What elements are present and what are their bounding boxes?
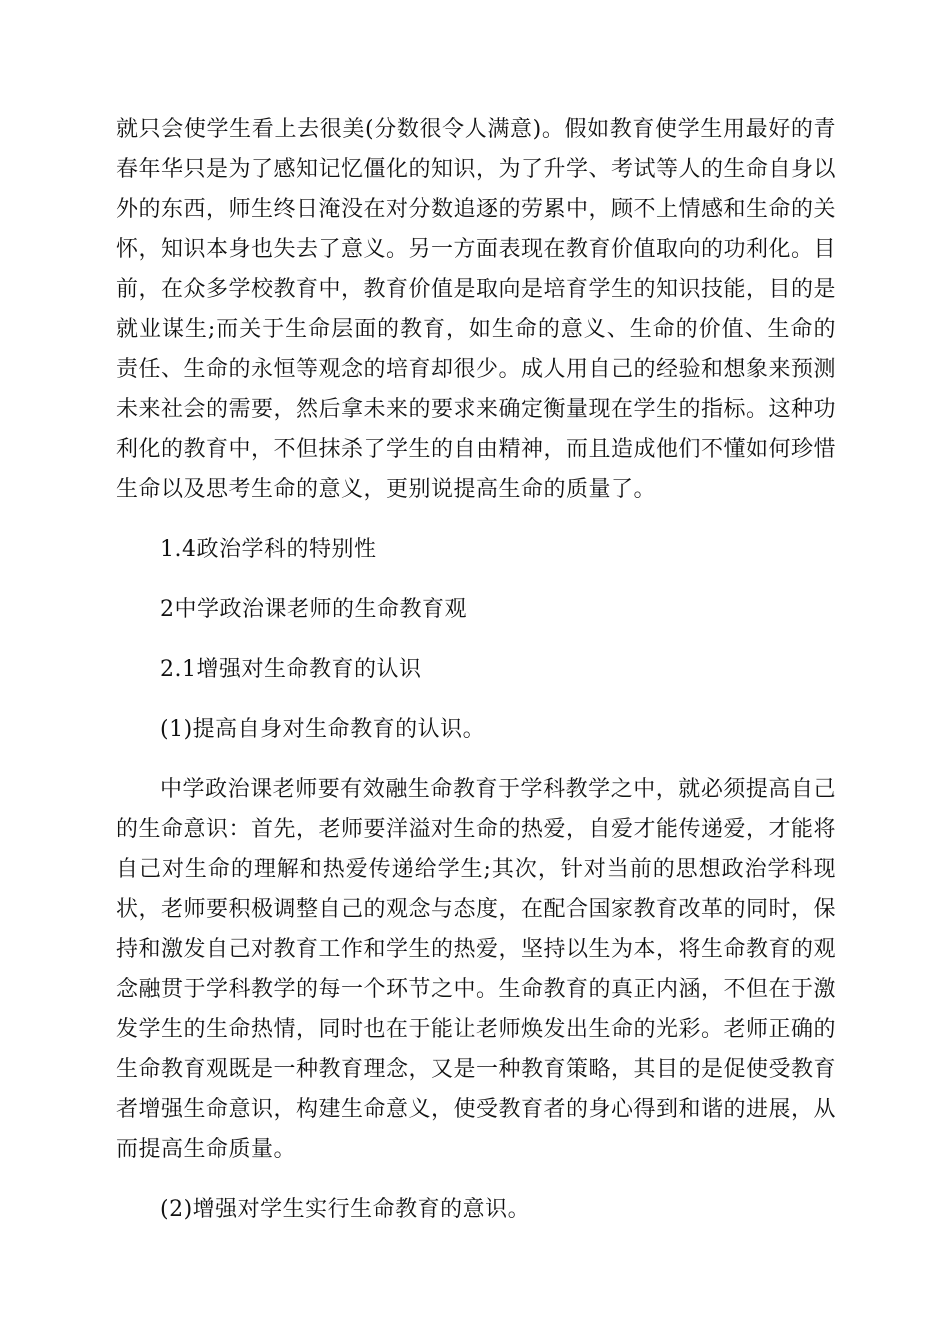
subsection-heading: (2)增强对学生实行生命教育的意识。 bbox=[160, 1197, 531, 1222]
section-heading: 2.1增强对生命教育的认识 bbox=[160, 657, 422, 682]
body-paragraph: 中学政治课老师要有效融生命教育于学科教学之中，就必须提高自己的生命意识：首先，老师要洋溢对生命的热爱，自爱才能传递爱，才能将自己对生命的理解和热爱传递给学生;其次，针对当前的思想政治学科现状，老师要积极调整自己的观念与态度，在配合国家教育改革的同时，保持和激发自己对教育工作和学生的热爱，坚持以生为本，将生命教育的观念融贯于学科教学的每一个环节之中。生命教育的真正内涵，不但在于激发学生的生命热情，同时也在于能让老师焕发出生命的光彩。老师正确的生命教育观既是一种教育理念，又是一种教育策略，其目的是促使受教育者增强生命意识，构建生命意义，使受教育者的身心得到和谐的进展，从而提高生命质量。 bbox=[116, 777, 837, 1162]
subsection-heading: (1)提高自身对生命教育的认识。 bbox=[160, 717, 486, 742]
section-heading: 1.4政治学科的特别性 bbox=[160, 537, 377, 562]
body-paragraph: 就只会使学生看上去很美(分数很令人满意)。假如教育使学生用最好的青春年华只是为了感知记忆僵化的知识，为了升学、考试等人的生命自身以外的东西，师生终日淹没在对分数追逐的劳累中，顾不上情感和生命的关怀，知识本身也失去了意义。另一方面表现在教育价值取向的功利化。目前，在众多学校教育中，教育价值是取向是培育学生的知识技能，目的是就业谋生;而关于生命层面的教育，如生命的意义、生命的价值、生命的责任、生命的永恒等观念的培育却很少。成人用自己的经验和想象来预测未来社会的需要，然后拿未来的要求来确定衡量现在学生的指标。这种功利化的教育中，不但抹杀了学生的自由精神，而且造成他们不懂如何珍惜生命以及思考生命的意义，更别说提高生命的质量了。 bbox=[116, 117, 837, 502]
chapter-heading: 2中学政治课老师的生命教育观 bbox=[160, 597, 467, 622]
document-body bbox=[116, 110, 836, 1250]
